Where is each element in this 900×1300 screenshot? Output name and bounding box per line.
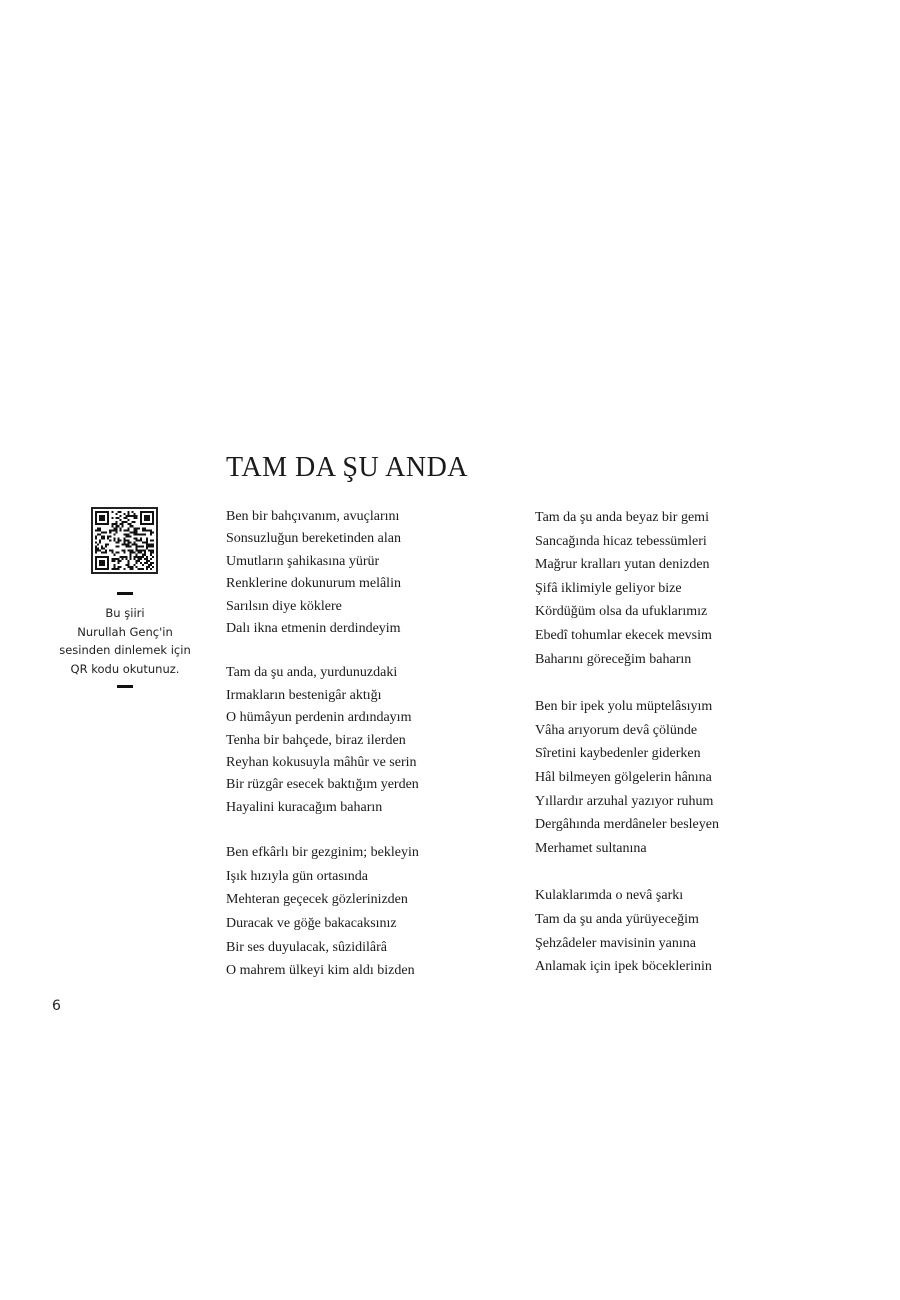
poem-line: Hayalini kuracağım baharın [226,799,383,815]
poem-line: Kulaklarımda o nevâ şarkı [535,888,684,904]
poem-line: Sancağında hicaz tebessümleri [535,533,707,549]
qr-caption-line: QR kodu okutunuz. [70,661,180,676]
poem-line: Şifâ iklimiyle geliyor bize [535,580,682,596]
poem-line: Sonsuzluğun bereketinden alan [226,531,401,547]
poem-line: O hümâyun perdenin ardındayım [226,710,412,726]
poem-line: Hâl bilmeyen gölgelerin hânına [535,769,712,785]
poem-line: Bir ses duyulacak, sûzidilârâ [226,939,387,955]
qr-caption-line: sesinden dinlemek için [59,643,191,657]
poem-line: Kördüğüm olsa da ufuklarımız [535,604,708,620]
poem-line: Duracak ve göğe bakacaksınız [226,916,397,932]
poem-line: Tam da şu anda yürüyeceğim [535,911,699,927]
poem-line: Irmakların bestenigâr aktığı [226,687,382,703]
poem-line: Bir rüzgâr esecek baktığım yerden [226,777,419,793]
poem-line: Merhamet sultanına [535,840,647,856]
qr-caption-line: Nurullah Genç'in [77,624,173,639]
stanza [226,506,516,640]
stanza [535,695,835,860]
qr-top-divider [117,592,133,595]
poem-line: Anlamak için ipek böceklerinin [535,959,712,975]
poem-line: Ebedî tohumlar ekecek mevsim [535,627,712,643]
qr-caption [50,604,200,678]
poem-line: Tam da şu anda beyaz bir gemi [535,510,709,525]
poem-line: Umutların şahikasına yürür [226,553,380,569]
stanza [535,506,835,671]
poem-line: Tam da şu anda, yurdunuzdaki [226,665,398,681]
poem-left-column [226,506,516,983]
poem-line: Sarılsın diye köklere [226,598,342,614]
stanza [535,884,835,978]
poem-line: Işık hızıyla gün ortasında [226,868,368,884]
poem-line: Ben bir ipek yolu müptelâsıyım [535,699,713,715]
poem-line: Yıllardır arzuhal yazıyor ruhum [535,793,714,809]
stanza [226,841,516,983]
qr-code [91,507,158,574]
poem-line: Dalı ikna etmenin derdindeyim [226,621,401,637]
poem-line: Mehteran geçecek gözlerinizden [226,892,408,908]
qr-bottom-divider [117,685,133,688]
poem-line: Dergâhında merdâneler besleyen [535,817,719,833]
poem-line: O mahrem ülkeyi kim aldı bizden [226,963,415,979]
qr-caption-line: Bu şiiri [105,606,145,620]
poem-line: Ben bir bahçıvanım, avuçlarını [226,509,400,524]
page-title: TAM DA ŞU ANDA [226,452,469,483]
poem-line: Renklerine dokunurum melâlin [226,576,401,592]
qr-code-icon [95,511,154,570]
poem-line: Şehzâdeler mavisinin yanına [535,935,696,951]
poem-line: Reyhan kokusuyla mâhûr ve serin [226,755,417,771]
poem-line: Vâha arıyorum devâ çölünde [535,722,698,738]
stanza [226,662,516,819]
poem-line: Mağrur kralları yutan denizden [535,557,710,573]
poem-line: Tenha bir bahçede, biraz ilerden [226,732,406,748]
poem-line: Ben efkârlı bir gezginim; bekleyin [226,845,419,861]
poem-line: Sîretini kaybedenler giderken [535,746,701,762]
page-number: 6 [52,998,61,1014]
poem-right-column [535,506,835,979]
poem-line: Baharını göreceğim baharın [535,651,692,667]
